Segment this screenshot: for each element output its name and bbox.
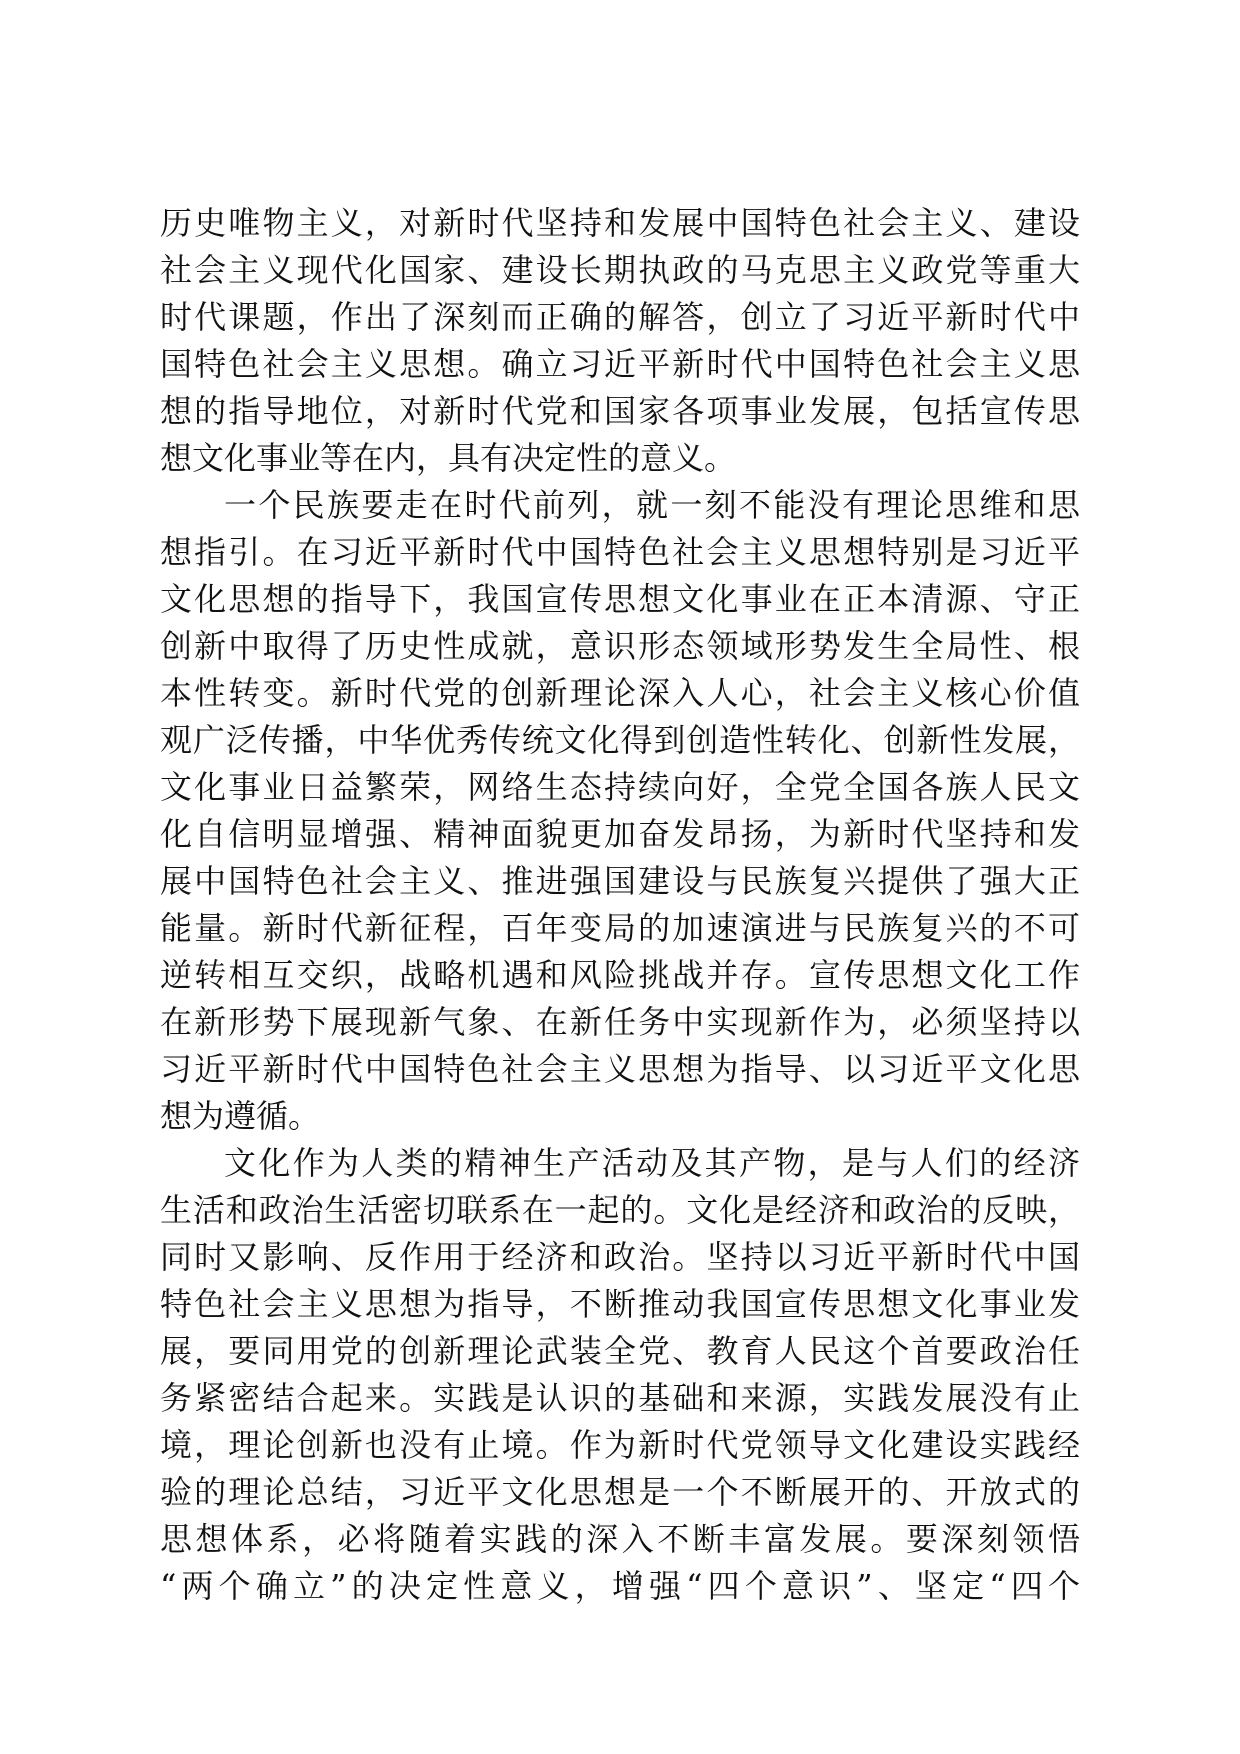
paragraph-line: 同时又影响、反作用于经济和政治。坚持以习近平新时代中国 — [160, 1238, 1080, 1276]
paragraph-line: 展，要同用党的创新理论武装全党、教育人民这个首要政治任 — [160, 1332, 1080, 1370]
paragraph-line: 国特色社会主义思想。确立习近平新时代中国特色社会主义思 — [160, 345, 1080, 383]
paragraph-line: 观广泛传播，中华优秀传统文化得到创造性转化、创新性发展， — [160, 721, 1080, 759]
paragraph-line: 习近平新时代中国特色社会主义思想为指导、以习近平文化思 — [160, 1050, 1080, 1088]
paragraph — [160, 1140, 1080, 1610]
paragraph-line: 社会主义现代化国家、建设长期执政的马克思主义政党等重大 — [160, 251, 1080, 289]
paragraph-line: 化自信明显增强、精神面貌更加奋发昂扬，为新时代坚持和发 — [160, 815, 1080, 853]
paragraph-line: 能量。新时代新征程，百年变局的加速演进与民族复兴的不可 — [160, 909, 1080, 947]
paragraph-line: 历史唯物主义，对新时代坚持和发展中国特色社会主义、建设 — [160, 204, 1080, 242]
paragraph-line: 想为遵循。 — [160, 1097, 321, 1135]
body-text — [160, 200, 1080, 1610]
paragraph-line: 逆转相互交织，战略机遇和风险挑战并存。宣传思想文化工作 — [160, 956, 1080, 994]
paragraph — [160, 482, 1080, 1140]
paragraph-line: 在新形势下展现新气象、在新任务中实现新作为，必须坚持以 — [160, 1003, 1080, 1041]
paragraph-line: 文化作为人类的精神生产活动及其产物，是与人们的经济 — [224, 1144, 1080, 1182]
paragraph-line: 生活和政治生活密切联系在一起的。文化是经济和政治的反映， — [160, 1191, 1080, 1229]
paragraph-line: 文化思想的指导下，我国宣传思想文化事业在正本清源、守正 — [160, 580, 1080, 618]
paragraph-line: 时代课题，作出了深刻而正确的解答，创立了习近平新时代中 — [160, 298, 1080, 336]
paragraph-line: 验的理论总结，习近平文化思想是一个不断展开的、开放式的 — [160, 1473, 1080, 1511]
paragraph-line: “两个确立”的决定性意义，增强“四个意识”、坚定“四个 — [160, 1567, 1080, 1605]
paragraph-line: 想指引。在习近平新时代中国特色社会主义思想特别是习近平 — [160, 533, 1080, 571]
paragraph-line: 展中国特色社会主义、推进强国建设与民族复兴提供了强大正 — [160, 862, 1080, 900]
paragraph-line: 想文化事业等在内，具有决定性的意义。 — [160, 439, 737, 477]
paragraph-line: 一个民族要走在时代前列，就一刻不能没有理论思维和思 — [224, 486, 1080, 524]
paragraph-line: 本性转变。新时代党的创新理论深入人心，社会主义核心价值 — [160, 674, 1080, 712]
paragraph-line: 务紧密结合起来。实践是认识的基础和来源，实践发展没有止 — [160, 1379, 1080, 1417]
paragraph-line: 想的指导地位，对新时代党和国家各项事业发展，包括宣传思 — [160, 392, 1080, 430]
paragraph-line: 文化事业日益繁荣，网络生态持续向好，全党全国各族人民文 — [160, 768, 1080, 806]
paragraph-line: 创新中取得了历史性成就，意识形态领域形势发生全局性、根 — [160, 627, 1080, 665]
paragraph — [160, 200, 1080, 482]
paragraph-line: 思想体系，必将随着实践的深入不断丰富发展。要深刻领悟 — [160, 1520, 1080, 1558]
paragraph-line: 境，理论创新也没有止境。作为新时代党领导文化建设实践经 — [160, 1426, 1080, 1464]
paragraph-line: 特色社会主义思想为指导，不断推动我国宣传思想文化事业发 — [160, 1285, 1080, 1323]
